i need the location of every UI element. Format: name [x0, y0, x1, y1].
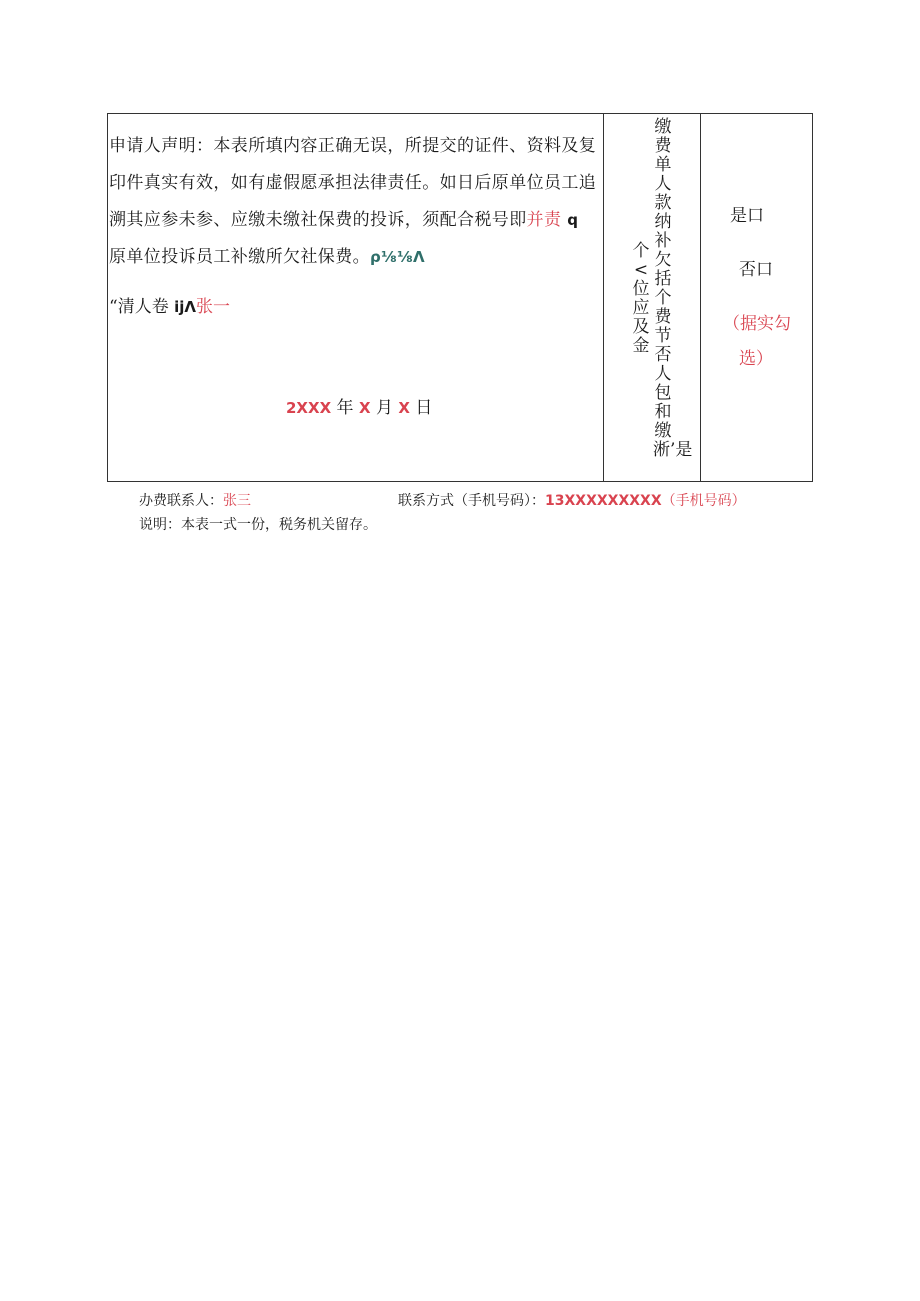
- contact-person: [139, 490, 251, 510]
- phone-label: 联系方式（手机号码）：: [398, 493, 545, 509]
- signature-mark: ijΛ: [174, 298, 197, 316]
- date-day-unit: 日: [415, 398, 433, 418]
- check-note-line2: 选）: [739, 349, 773, 369]
- contact-label: 办费联系人：: [139, 493, 223, 509]
- no-checkbox[interactable]: 否口: [739, 260, 773, 280]
- column-divider: [700, 114, 701, 481]
- signature-name: 张一: [196, 297, 231, 317]
- declaration-text: [109, 128, 599, 276]
- date-year: 2XXX: [286, 399, 332, 417]
- form-note: 说明：本表一式一份，税务机关留存。: [139, 517, 377, 533]
- question-column-b: 缴费单人款纳补欠括个费节否人包和缴淅’是: [653, 117, 693, 460]
- phone-value: 13XXXXXXXXX: [545, 493, 662, 509]
- declaration-cell: [108, 114, 603, 481]
- date-line: [286, 393, 432, 418]
- phone-hint: （手机号码）: [661, 493, 746, 509]
- date-month: X: [358, 399, 371, 417]
- declaration-text-main: 申请人声明：本表所填内容正确无误，所提交的证件、资料及复印件真实有效，如有虚假愿承担法律责任。如日后原单位员工追溯其应参未参、应缴未缴社保费的投诉，须配合税号即: [109, 136, 597, 230]
- declaration-q: q: [567, 211, 579, 229]
- declaration-teal-mark: ρ⅛⅛Λ: [370, 248, 426, 266]
- check-note-line1: （据实勾: [723, 314, 791, 334]
- column-divider: [603, 114, 604, 481]
- signature-line: [109, 292, 230, 317]
- date-month-unit: 月: [375, 398, 393, 418]
- contact-phone: [398, 490, 746, 510]
- question-column-a: 个<位应及金: [632, 241, 650, 356]
- date-day: X: [398, 399, 410, 417]
- date-year-unit: 年: [336, 398, 354, 418]
- contact-name: 张三: [223, 493, 251, 509]
- form-table: [107, 113, 813, 482]
- declaration-red-text: 并责: [526, 210, 562, 230]
- signature-prefix: “清人卷: [109, 297, 169, 317]
- yes-checkbox[interactable]: 是口: [730, 206, 764, 226]
- declaration-text-end: 原单位投诉员工补缴所欠社保费。: [109, 247, 370, 267]
